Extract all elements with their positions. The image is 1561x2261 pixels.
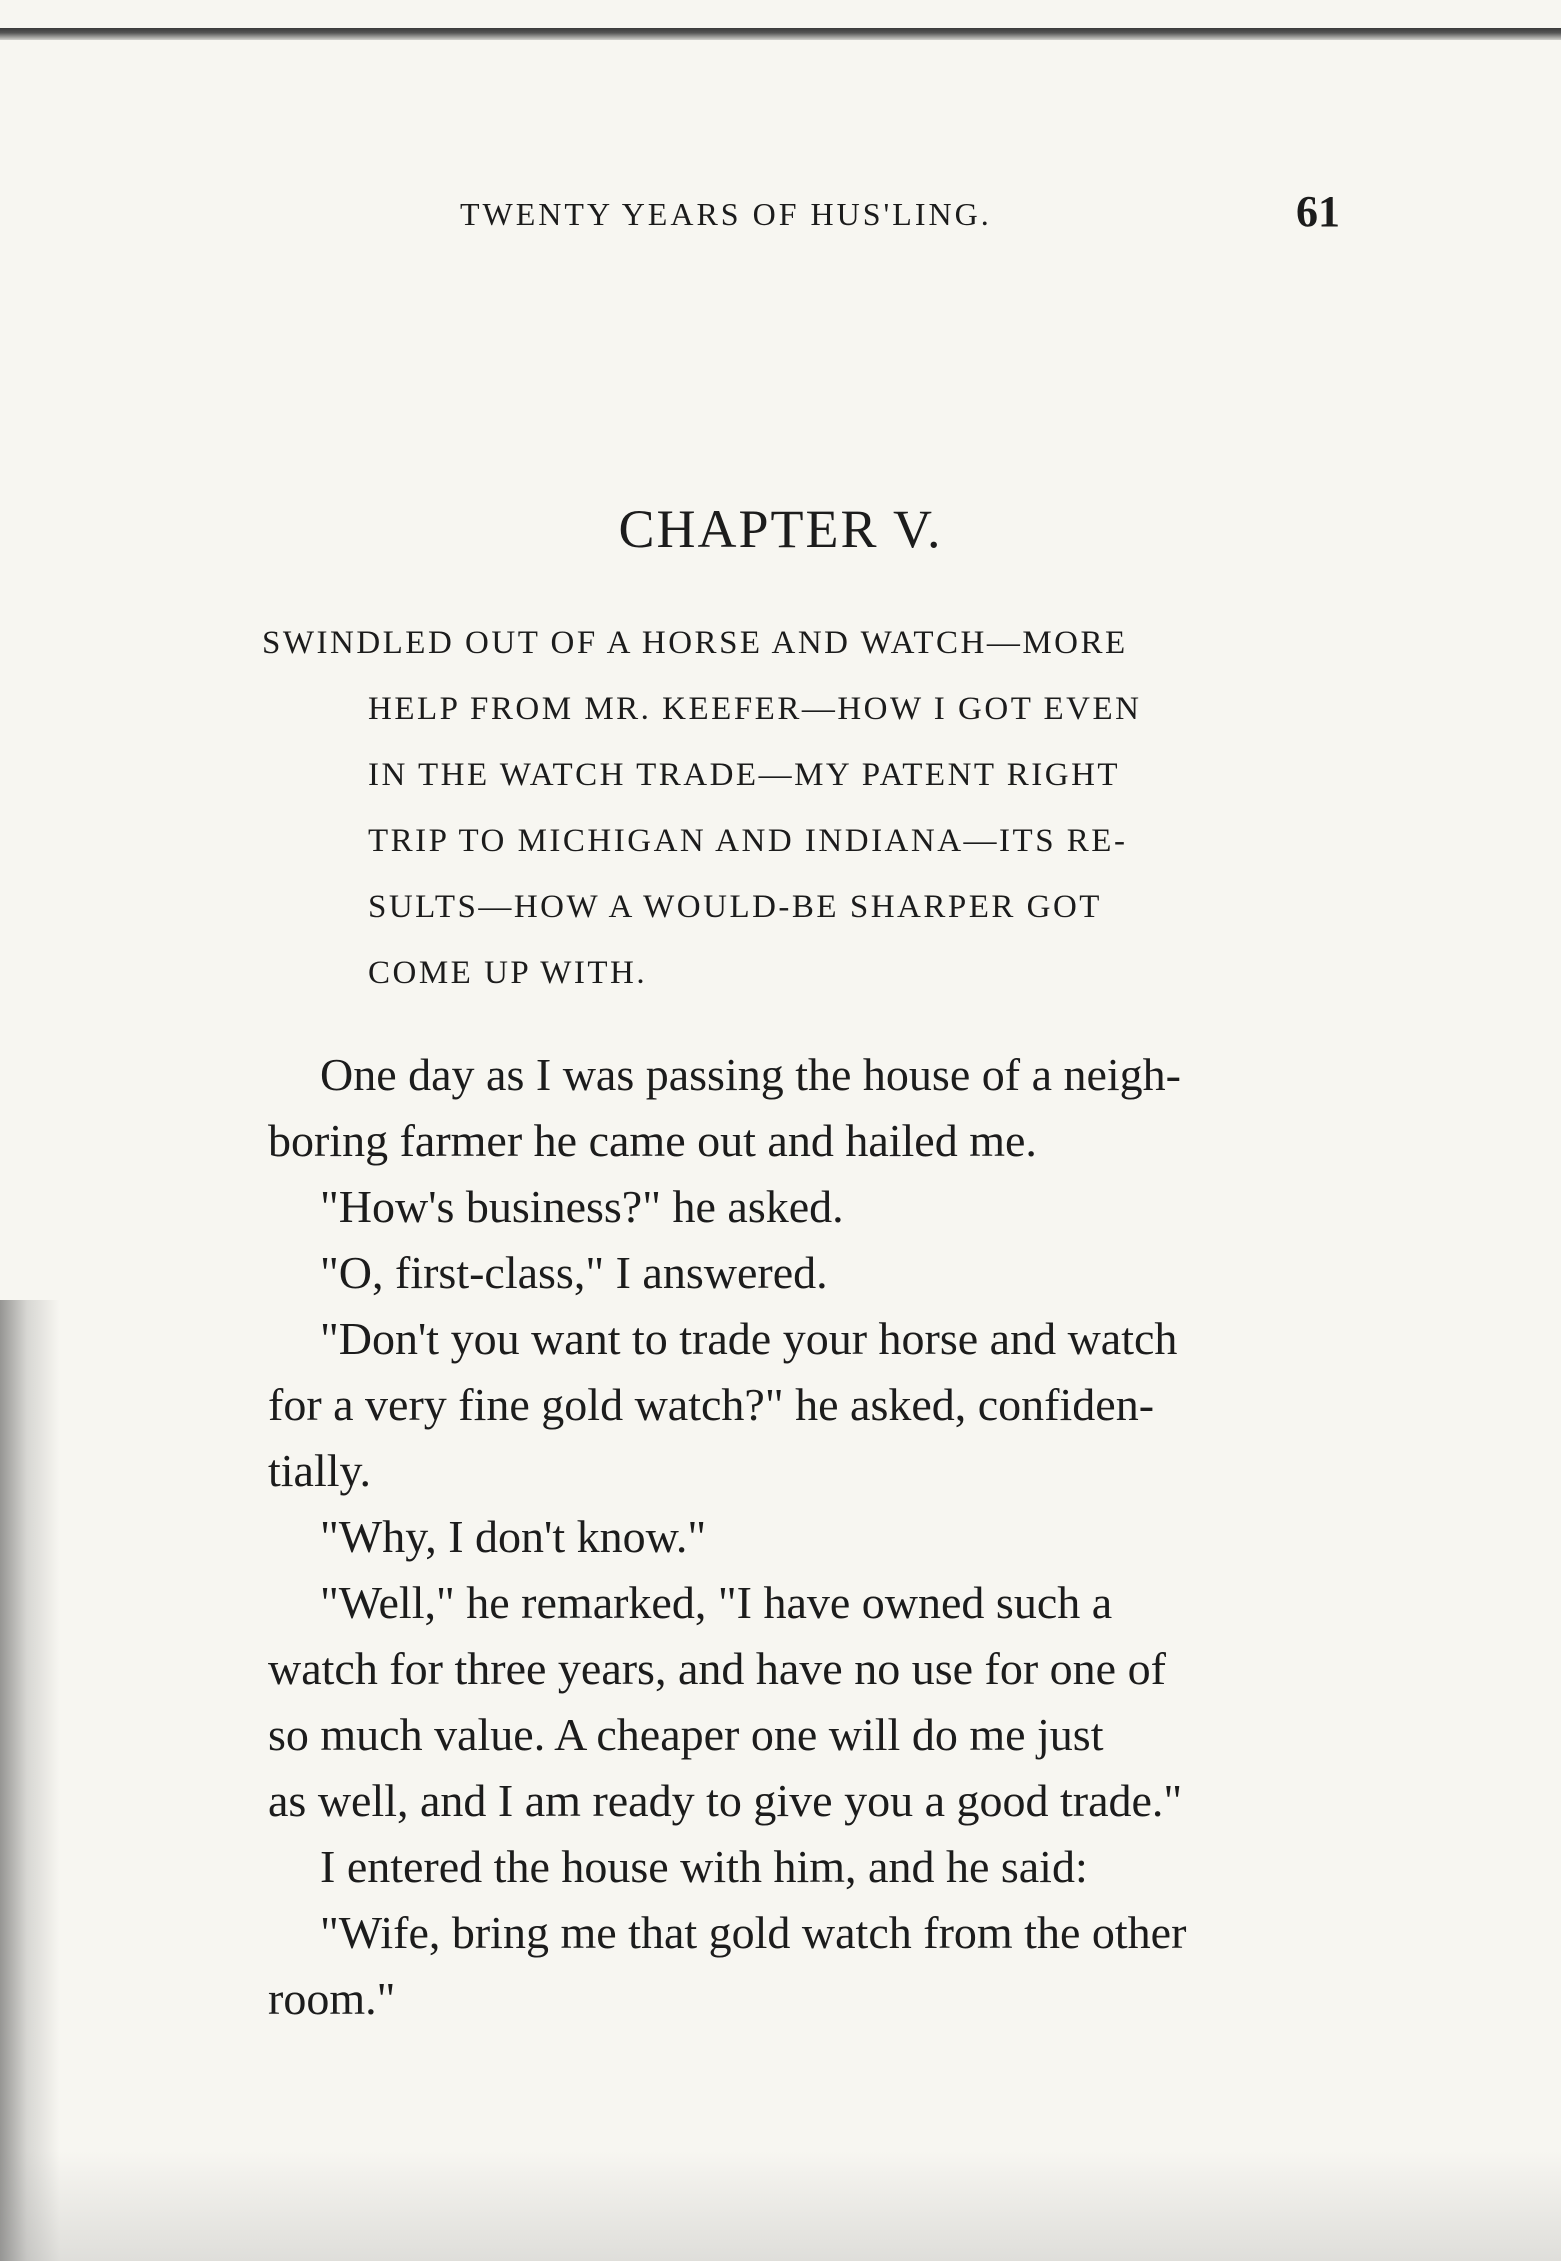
body-line: "O, first-class," I answered. bbox=[320, 1247, 828, 1298]
synopsis-line: SWINDLED OUT OF A HORSE AND WATCH—MORE bbox=[262, 625, 1128, 661]
body-line: boring farmer he came out and hailed me. bbox=[268, 1115, 1037, 1166]
body-line: tially. bbox=[268, 1445, 372, 1496]
body-line: "Well," he remarked, "I have owned such a bbox=[320, 1577, 1113, 1628]
scan-top-edge bbox=[0, 28, 1561, 40]
body-line: I entered the house with him, and he said: bbox=[320, 1841, 1088, 1892]
body-line: so much value. A cheaper one will do me just bbox=[268, 1709, 1104, 1760]
page-number: 61 bbox=[1296, 187, 1340, 236]
synopsis-line: COME UP WITH. bbox=[368, 955, 648, 991]
body-text bbox=[268, 1042, 1320, 2032]
synopsis-line: HELP FROM MR. KEEFER—HOW I GOT EVEN bbox=[368, 691, 1142, 727]
body-line: watch for three years, and have no use for one of bbox=[268, 1643, 1166, 1694]
synopsis-line: SULTS—HOW A WOULD-BE SHARPER GOT bbox=[368, 889, 1102, 925]
chapter-synopsis bbox=[262, 610, 1312, 1006]
body-line: "Why, I don't know." bbox=[320, 1511, 707, 1562]
synopsis-line: IN THE WATCH TRADE—MY PATENT RIGHT bbox=[368, 757, 1121, 793]
scan-bottom-noise bbox=[0, 2151, 1561, 2261]
running-title: TWENTY YEARS OF HUS'LING. bbox=[460, 196, 992, 232]
body-line: "How's business?" he asked. bbox=[320, 1181, 844, 1232]
synopsis-line: TRIP TO MICHIGAN AND INDIANA—ITS RE- bbox=[368, 823, 1128, 859]
body-line: "Don't you want to trade your horse and watch bbox=[320, 1313, 1178, 1364]
body-line: room." bbox=[268, 1973, 396, 2024]
scan-left-edge bbox=[0, 1300, 60, 2261]
chapter-title: CHAPTER V. bbox=[618, 499, 943, 559]
body-line: One day as I was passing the house of a neigh- bbox=[320, 1049, 1181, 1100]
body-line: as well, and I am ready to give you a good trade." bbox=[268, 1775, 1183, 1826]
body-line: "Wife, bring me that gold watch from the other bbox=[320, 1907, 1187, 1958]
body-line: for a very fine gold watch?" he asked, confiden- bbox=[268, 1379, 1155, 1430]
page-header bbox=[460, 187, 1340, 256]
